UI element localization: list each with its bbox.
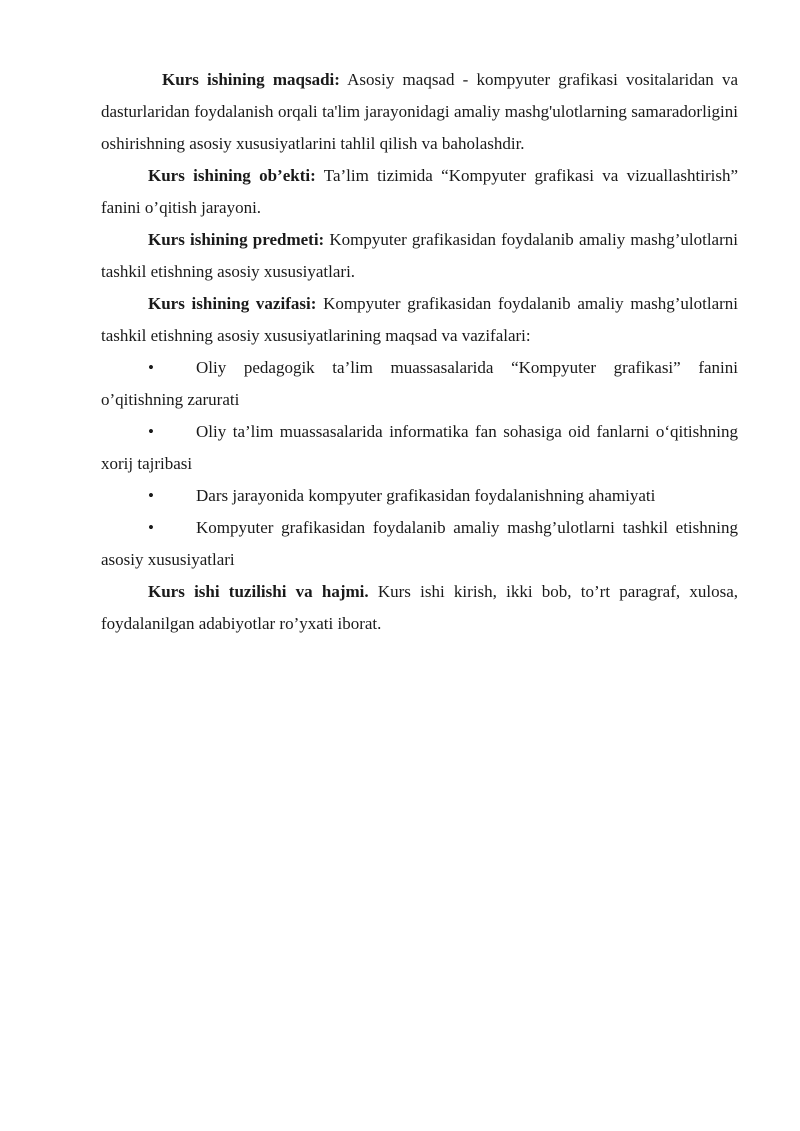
object-paragraph <box>101 160 738 224</box>
goal-label: Kurs ishining maqsadi: <box>162 70 340 89</box>
subject-text: Kompyuter grafikasidan foydalanib amaliy mashg’ulotlarni tashkil etishning asosiy xususiyatlari. <box>101 230 738 281</box>
object-text: Ta’lim tizimida “Kompyuter grafikasi va vizuallashtirish” fanini o’qitish jarayoni. <box>101 166 738 217</box>
list-item <box>101 416 738 480</box>
structure-paragraph <box>101 576 738 640</box>
subject-paragraph <box>101 224 738 288</box>
tasks-label: Kurs ishining vazifasi: <box>148 294 317 313</box>
bullet-text: Kompyuter grafikasidan foydalanib amaliy mashg’ulotlarni tashkil etishning asosiy xususiyatlari <box>101 518 738 569</box>
bullet-icon: • <box>148 358 154 377</box>
bullet-text: Oliy pedagogik ta’lim muassasalarida “Kompyuter grafikasi” fanini o’qitishning zarurati <box>101 358 738 409</box>
goal-paragraph <box>101 64 738 160</box>
structure-text: Kurs ishi kirish, ikki bob, to’rt paragraf, xulosa, foydalanilgan adabiyotlar ro’yxati iborat. <box>101 582 739 633</box>
object-label: Kurs ishining ob’ekti: <box>148 166 316 185</box>
structure-label: Kurs ishi tuzilishi va hajmi. <box>148 582 369 601</box>
list-item <box>101 512 738 576</box>
tasks-paragraph <box>101 288 738 352</box>
goal-text: Asosiy maqsad - kompyuter grafikasi vositalaridan va dasturlaridan foydalanish orqali ta'lim jarayonidagi amaliy mashg'ulotlarning samaradorligini oshirishning asosiy xususiyatlarini tahlil qilish va baholashdir. <box>101 70 738 153</box>
bullet-icon: • <box>148 486 154 505</box>
subject-label: Kurs ishining predmeti: <box>148 230 325 249</box>
tasks-text: Kompyuter grafikasidan foydalanib amaliy mashg’ulotlarni tashkil etishning asosiy xususiyatlarining maqsad va vazifalari: <box>101 294 738 345</box>
bullet-text: Dars jarayonida kompyuter grafikasidan foydalanishning ahamiyati <box>196 486 656 505</box>
bullet-icon: • <box>148 422 154 441</box>
bullet-text: Oliy ta’lim muassasalarida informatika fan sohasiga oid fanlarni o‘qitishning xorij tajribasi <box>101 422 738 473</box>
bullet-icon: • <box>148 518 154 537</box>
list-item <box>101 480 738 512</box>
list-item <box>101 352 738 416</box>
